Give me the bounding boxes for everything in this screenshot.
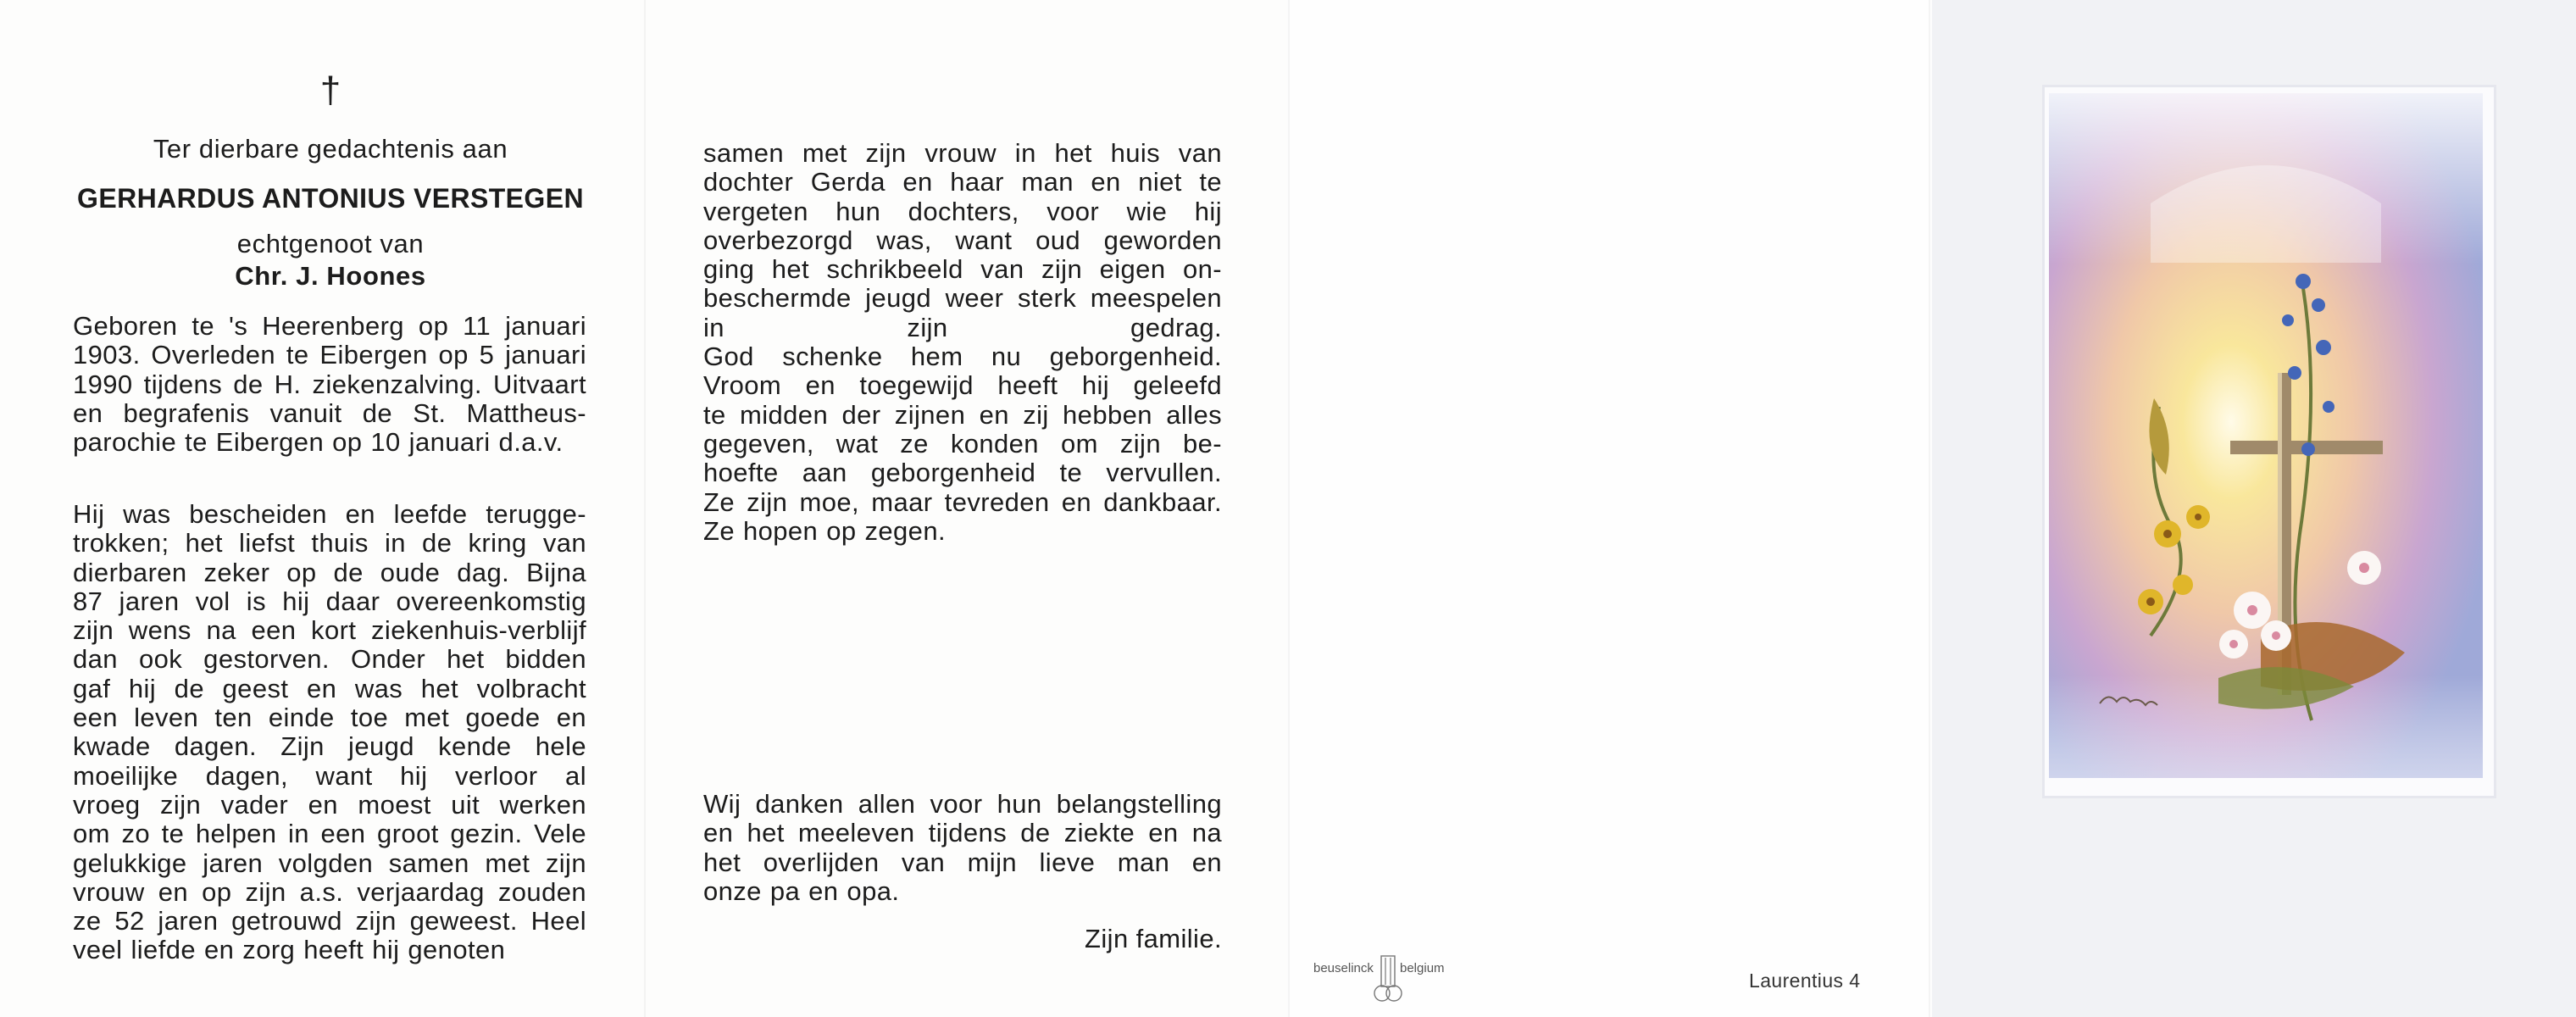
life-story-line: dan ook gestorven. Onder het bidden [73, 644, 586, 675]
life-story-line: 87 jaren vol is hij daar overeenkomstig [73, 586, 586, 616]
life-story-continued-line: beschermde jeugd weer sterk meespelen [703, 283, 1222, 314]
printer-name: beuselinck [1313, 961, 1374, 975]
life-story-continued-line: hoefte aan geborgenheid te vervullen. [703, 458, 1222, 488]
family-signature: Zijn familie. [1085, 924, 1222, 953]
deceased-name: GERHARDUS ANTONIUS VERSTEGEN [77, 183, 584, 214]
life-story-continued-line: Ze zijn moe, maar tevreden en dankbaar. [703, 486, 1222, 517]
life-story-line: ze 52 jaren getrouwd zijn geweest. Heel [73, 906, 586, 936]
thanks-paragraph [703, 790, 1222, 906]
biography-line: Geboren te 's Heerenberg op 11 januari [73, 311, 586, 341]
life-story-line: Hij was bescheiden en leefde terugge- [73, 499, 586, 529]
marital-relation: echtgenoot van [236, 229, 425, 258]
biography-line: 1903. Overleden te Eibergen op 5 januari [73, 340, 586, 370]
life-story-line: een leven ten einde toe met goede en [73, 703, 586, 733]
life-story-continued-paragraph [703, 139, 1222, 546]
life-story-continued-line: dochter Gerda en haar man en niet te [703, 167, 1222, 197]
life-story-line: moeilijke dagen, want hij verloor al [73, 760, 586, 791]
biography-line: 1990 tijdens de H. ziekenzalving. Uitvaart [73, 369, 586, 399]
life-story-continued-line: in zijn gedrag. [703, 312, 1222, 342]
card-panel-back [1288, 0, 1932, 1017]
life-story-continued-line: Vroom en toegewijd heeft hij geleefd [703, 370, 1222, 401]
fold-line [1929, 0, 1930, 1017]
thanks-line: Wij danken allen voor hun belangstelling [703, 789, 1222, 819]
spouse-name: Chr. J. Hoones [235, 261, 426, 291]
dedication-line: Ter dierbare gedachtenis aan [153, 134, 508, 164]
life-story-continued-line: overbezorgd was, want oud geworden [703, 225, 1222, 255]
life-story-continued-line: gegeven, wat ze konden om zijn be- [703, 428, 1222, 458]
life-story-line: veel liefde en zorg heeft hij genoten [73, 935, 506, 965]
biography-line: en begrafenis vanuit de St. Mattheus- [73, 397, 586, 428]
life-story-line: zijn wens na een kort ziekenhuis-verblijf [73, 615, 586, 646]
life-story-continued-line: ging het schrikbeeld van zijn eigen on- [703, 254, 1222, 285]
biography-line: parochie te Eibergen op 10 januari d.a.v. [73, 427, 564, 458]
cross-icon: † [319, 69, 341, 111]
life-story-line: gelukkige jaren volgden samen met zijn [73, 848, 586, 878]
life-story-continued-line: Ze hopen op zegen. [703, 515, 946, 546]
fold-line [1288, 0, 1290, 1017]
thanks-line: onze pa en opa. [703, 875, 900, 906]
life-story-continued-line: God schenke hem nu geborgenheid. [703, 342, 1222, 372]
card-model-code: Laurentius 4 [1749, 970, 1861, 992]
thanks-line: het overlijden van mijn lieve man en [703, 847, 1222, 877]
cross-with-flowers-painting [2049, 93, 2483, 778]
life-story-continued-line: samen met zijn vrouw in het huis van [703, 138, 1222, 168]
thanks-line: en het meeleven tijdens de ziekte en na [703, 818, 1222, 848]
life-story-continued-line: vergeten hun dochters, voor wie hij [703, 196, 1222, 226]
life-story-line: kwade dagen. Zijn jeugd kende hele [73, 731, 586, 762]
printer-mark [1313, 951, 1449, 1010]
fold-line [644, 0, 646, 1017]
life-story-paragraph [73, 500, 586, 965]
life-story-line: dierbaren zeker op de oude dag. Bijna [73, 557, 586, 587]
life-story-line: gaf hij de geest en was het volbracht [73, 673, 586, 703]
life-story-line: vroeg zijn vader en moest uit werken [73, 789, 586, 820]
biography-paragraph [73, 312, 586, 457]
life-story-line: trokken; het liefst thuis in de kring van [73, 528, 586, 559]
printer-country: belgium [1400, 961, 1445, 975]
life-story-line: om zo te helpen in een groot gezin. Vele [73, 819, 586, 849]
life-story-continued-line: te midden der zijnen en zij hebben alles [703, 399, 1222, 430]
life-story-line: vrouw en op zijn a.s. verjaardag zouden [73, 876, 586, 907]
